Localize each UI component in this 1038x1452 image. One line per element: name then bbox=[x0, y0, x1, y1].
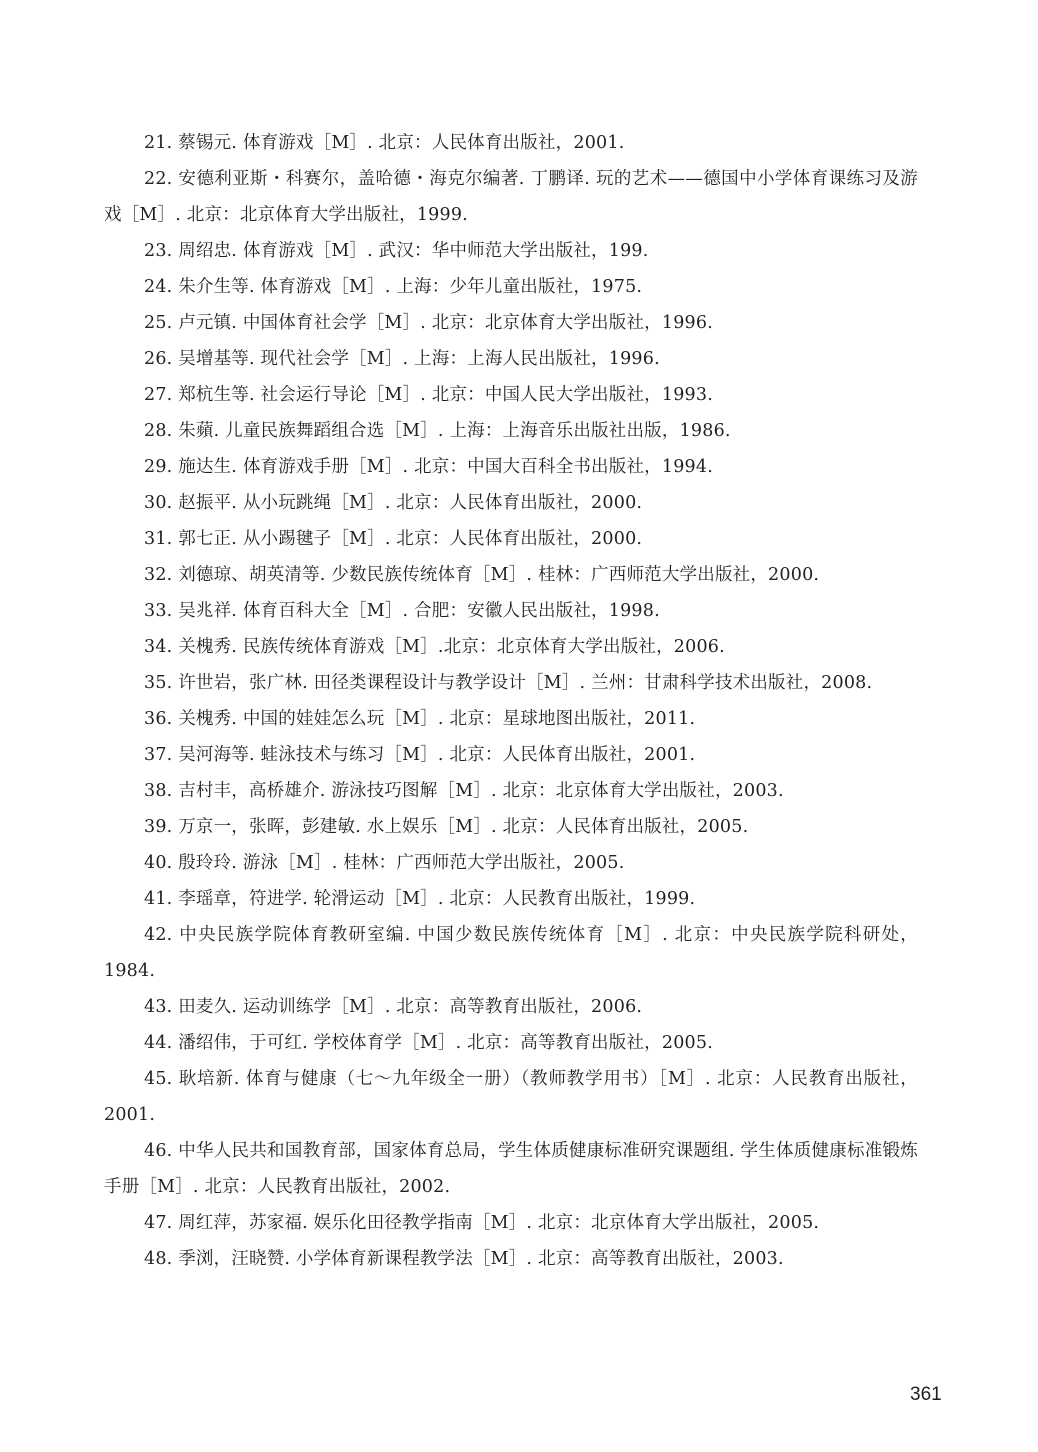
page-number: 361 bbox=[910, 1384, 942, 1405]
reference-item: 25. 卢元镇. 中国体育社会学［M］. 北京：北京体育大学出版社，1996. bbox=[144, 313, 713, 333]
reference-item: 46. 中华人民共和国教育部，国家体育总局，学生体质健康标准研究课题组. 学生体质健康标准锻炼手册［M］. 北京：人民教育出版社，2002. bbox=[104, 1141, 918, 1197]
reference-item: 34. 关槐秀. 民族传统体育游戏［M］.北京：北京体育大学出版社，2006. bbox=[144, 637, 725, 657]
reference-item: 31. 郭七正. 从小踢毽子［M］. 北京：人民体育出版社，2000. bbox=[144, 529, 643, 549]
reference-item: 21. 蔡锡元. 体育游戏［M］. 北京：人民体育出版社，2001. bbox=[144, 133, 625, 153]
reference-item: 36. 关槐秀. 中国的娃娃怎么玩［M］. 北京：星球地图出版社，2011. bbox=[144, 709, 696, 729]
reference-item: 47. 周红萍，苏家福. 娱乐化田径教学指南［M］. 北京：北京体育大学出版社，2005. bbox=[144, 1213, 820, 1233]
reference-item: 28. 朱蘋. 儿童民族舞蹈组合选［M］. 上海：上海音乐出版社出版，1986. bbox=[144, 421, 731, 441]
reference-item: 27. 郑杭生等. 社会运行导论［M］. 北京：中国人民大学出版社，1993. bbox=[144, 385, 713, 405]
reference-item: 44. 潘绍伟，于可红. 学校体育学［M］. 北京：高等教育出版社，2005. bbox=[144, 1033, 713, 1053]
reference-item: 30. 赵振平. 从小玩跳绳［M］. 北京：人民体育出版社，2000. bbox=[144, 493, 643, 513]
reference-item: 38. 吉村丰，高桥雄介. 游泳技巧图解［M］. 北京：北京体育大学出版社，2003. bbox=[144, 781, 784, 801]
reference-item: 39. 万京一，张晖，彭建敏. 水上娱乐［M］. 北京：人民体育出版社，2005. bbox=[144, 817, 749, 837]
reference-item: 42. 中央民族学院体育教研室编. 中国少数民族传统体育［M］. 北京：中央民族学院科研处，1984. bbox=[104, 925, 918, 981]
reference-item: 48. 季浏，汪晓赞. 小学体育新课程教学法［M］. 北京：高等教育出版社，2003. bbox=[144, 1249, 784, 1269]
reference-item: 22. 安德利亚斯・科赛尔，盖哈德・海克尔编著. 丁鹏译. 玩的艺术——德国中小学体育课练习及游戏［M］. 北京：北京体育大学出版社，1999. bbox=[104, 169, 918, 225]
reference-item: 40. 殷玲玲. 游泳［M］. 桂林：广西师范大学出版社，2005. bbox=[144, 853, 625, 873]
reference-item: 24. 朱介生等. 体育游戏［M］. 上海：少年儿童出版社，1975. bbox=[144, 277, 643, 297]
reference-item: 23. 周绍忠. 体育游戏［M］. 武汉：华中师范大学出版社，199. bbox=[144, 241, 649, 261]
reference-item: 43. 田麦久. 运动训练学［M］. 北京：高等教育出版社，2006. bbox=[144, 997, 643, 1017]
reference-item: 29. 施达生. 体育游戏手册［M］. 北京：中国大百科全书出版社，1994. bbox=[144, 457, 713, 477]
reference-item: 33. 吴兆祥. 体育百科大全［M］. 合肥：安徽人民出版社，1998. bbox=[144, 601, 660, 621]
reference-item: 32. 刘德琼、胡英清等. 少数民族传统体育［M］. 桂林：广西师范大学出版社，2000. bbox=[144, 565, 820, 585]
reference-item: 41. 李瑶章，符进学. 轮滑运动［M］. 北京：人民教育出版社，1999. bbox=[144, 889, 696, 909]
reference-list bbox=[104, 125, 918, 1277]
reference-item: 37. 吴河海等. 蛙泳技术与练习［M］. 北京：人民体育出版社，2001. bbox=[144, 745, 696, 765]
reference-item: 26. 吴增基等. 现代社会学［M］. 上海：上海人民出版社，1996. bbox=[144, 349, 660, 369]
reference-item: 35. 许世岩，张广林. 田径类课程设计与教学设计［M］. 兰州：甘肃科学技术出版社，2008. bbox=[144, 673, 873, 693]
reference-item: 45. 耿培新. 体育与健康（七～九年级全一册）（教师教学用书）［M］. 北京：人民教育出版社，2001. bbox=[104, 1069, 918, 1125]
